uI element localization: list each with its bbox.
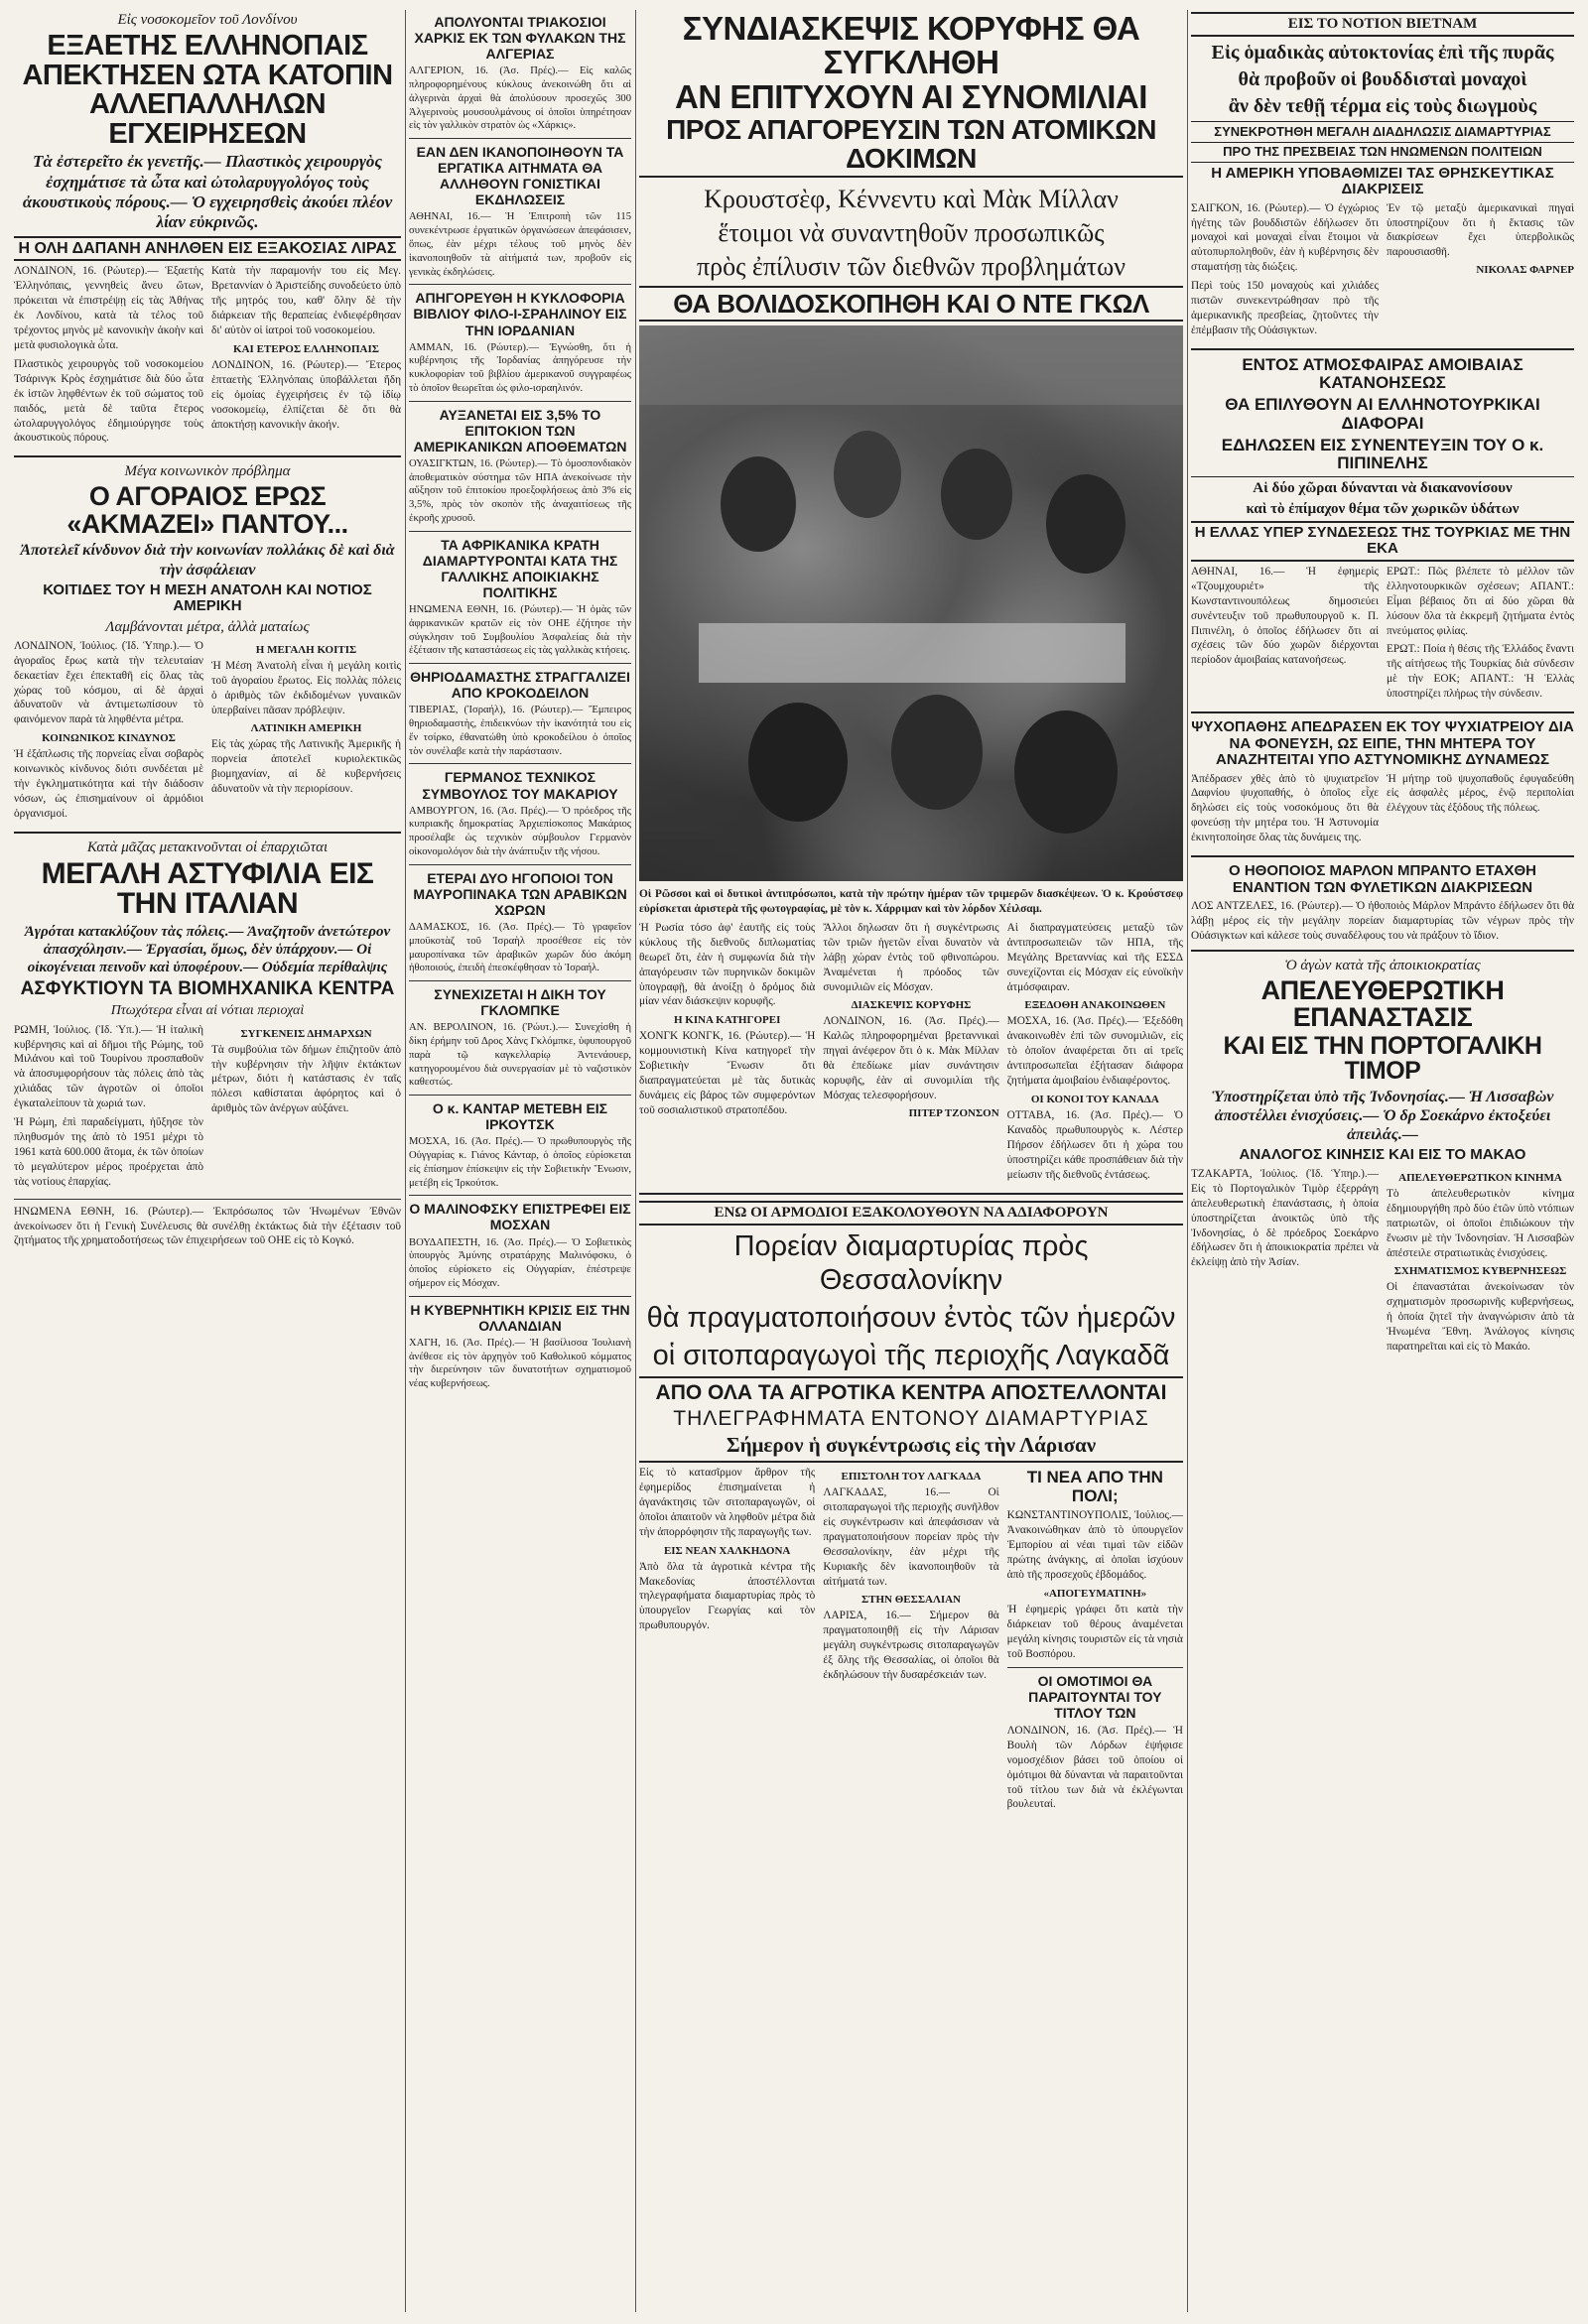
subhead-banner: ΑΝΑΛΟΓΟΣ ΚΙΝΗΣΙΣ ΚΑΙ ΕΙΣ ΤΟ ΜΑΚΑΟ (1239, 1146, 1526, 1164)
article-lagkadas-farmers (639, 1201, 1183, 1817)
headline: ΤΙ ΝΕΑ ΑΠΟ ΤΗΝ ΠΟΛΙ; (1026, 1468, 1163, 1505)
headline: ΕΝΤΟΣ ΑΤΜΟΣΦΑΙΡΑΣ ΑΜΟΙΒΑΙΑΣ ΚΑΤΑΝΟΗΣΕΩΣ (1242, 354, 1523, 393)
deck: ΤΗΛΕΓΡΑΦΗΜΑΤΑ ΕΝΤΟΝΟΥ ΔΙΑΜΑΡΤΥΡΙΑΣ (673, 1406, 1149, 1430)
paragraph: Ἐν τῷ μεταξὺ ἀμερικανικαὶ πηγαὶ ὑποστηρίζουν ὅτι ἡ ἔκτασις τῶν διακρίσεων ἔχει ὑπερβολικῶς παρουσιασθῆ. (1387, 201, 1574, 259)
headline: ΘΑ ΕΠΙΛΥΘΟΥΝ ΑΙ ΕΛΛΗΝΟΤΟΥΡΚΙΚΑΙ ΔΙΑΦΟΡΑΙ (1225, 395, 1540, 433)
article-timor-revolution (1191, 958, 1574, 1358)
paragraph: Ἡ ἐξάπλωσις τῆς πορνείας εἶναι σοβαρὸς κοινωνικὸς κίνδυνος διότι συνδέεται μὲ τὴν ἐγκληματικότητα καὶ τὴν διάδοσιν νόσων, ὡς ἐπισημαίνουν οἱ ἁρμόδιοι ὀργανισμοί. (14, 748, 203, 820)
paragraph: ΣΑΙΓΚΟΝ, 16. (Ρώυτερ).— Ὁ ἐγχώριος ἡγέτης τῶν βουδδιστῶν ἐδήλωσεν ὅτι μοναχοὶ καὶ μοναχαὶ εἶναι ἕτοιμοι νὰ αὐτοπυρποληθοῦν, ἐὰν ἡ κυβέρνησις δὲν σταματήσῃ τὰς διώξεις. (1191, 201, 1379, 274)
paragraph: Ἡ Μέση Ἀνατολὴ εἶναι ἡ μεγάλη κοιτὶς τοῦ ἀγοραίου ἔρωτος. Εἰς πολλὰς πόλεις ὁ ἀριθμὸς τῶν ἐκδιδομένων γυναικῶν ὑπερβαίνει πᾶσαν πρόβλεψιν. (211, 659, 401, 716)
brief-text: ΗΝΩΜΕΝΑ ΕΘΝΗ, 16. (Ρώυτερ).— Ἡ ὁμὰς τῶν ἀφρικανικῶν κρατῶν εἰς τὸν ΟΗΕ ἐζήτησε τὴν σύγκλησιν τοῦ Συμβουλίου Ἀσφαλείας διὰ τὴν ἐξέτασιν τῆς καταστάσεως εἰς τὰς γαλλικὰς κτήσεις. (409, 604, 631, 657)
brief-headline: ΣΥΝΕΧΙΖΕΤΑΙ Η ΔΙΚΗ ΤΟΥ ΓΚΛΟΜΠΚΕ (434, 986, 606, 1019)
headline: ΑΠΕΛΕΥΘΕΡΩΤΙΚΗ ΕΠΑΝΑΣΤΑΣΙΣ (1260, 974, 1505, 1033)
paragraph: ΛΑΡΙΣΑ, 16.— Σήμερον θὰ πραγματοποιηθῇ εἰς τὴν Λάρισαν μεγάλη συγκέντρωσις σιτοπαραγωγῶν ἐξ ὅλης τῆς Θεσσαλίας, οἱ ὁποῖοι θὰ ἐκδηλώσουν τὴν δυσαρέσκειάν των. (823, 1610, 999, 1682)
left-column (14, 10, 401, 2312)
lead-headline-3: ΠΡΟΣ ΑΠΑΓΟΡΕΥΣΙΝ ΤΩΝ ΑΤΟΜΙΚΩΝ ΔΟΚΙΜΩΝ (639, 116, 1183, 178)
deck: Πτωχότερα εἶναι αἱ νότιαι περιοχαὶ (110, 1002, 305, 1018)
paragraph: Κατὰ τὴν παραμονήν του εἰς Μεγ. Βρεταννίαν ὁ Ἀριστείδης συνοδεύετο ὑπὸ τῆς μητρός του, καθ' ὅλην δὲ τὴν διάρκειαν τῆς θεραπείας ἐνδιεφέρθησαν δι' αὐτὸν οἱ ἰατροὶ τοῦ νοσοκομείου. (211, 265, 401, 337)
paragraph: ΛΟΝΔΙΝΟΝ, 16. (Ρώυτερ).— Ἕτερος ἑπταετὴς Ἑλληνόπαις ὑποβάλλεται ἤδη εἰς ὁμοίας ἐγχειρήσεις ἐν τῷ ἰδίῳ νοσοκομείῳ, ἐλπίζεται δὲ ὅτι θὰ ἀποκτήσῃ κανονικὴν ἀκοήν. (211, 359, 401, 431)
headline: Ο ΗΘΟΠΟΙΟΣ ΜΑΡΛΟΝ ΜΠΡΑΝΤΟ ΕΤΑΧΘΗ ΕΝΑΝΤΙΟΝ ΤΩΝ ΦΥΛΕΤΙΚΩΝ ΔΙΑΚΡΙΣΕΩΝ (1229, 862, 1536, 896)
brief-headline: Η ΚΥΒΕΡΝΗΤΙΚΗ ΚΡΙΣΙΣ ΕΙΣ ΤΗΝ ΟΛΛΑΝΔΙΑΝ (410, 1301, 630, 1334)
paragraph: Αἱ διαπραγματεύσεις μεταξὺ τῶν ἀντιπροσωπειῶν τῶν ΗΠΑ, τῆς Μεγάλης Βρεταννίας καὶ τῆς ΕΣΣΔ συνεχίζονται εἰς Μόσχαν εἰς εὐνοϊκὴν ἀτμόσφαιραν. (1006, 921, 1183, 993)
section-heading: ΚΟΙΝΩΝΙΚΟΣ ΚΙΝΔΥΝΟΣ (42, 732, 176, 745)
headline: ΟΙ ΟΜΟΤΙΜΟΙ ΘΑ ΠΑΡΑΙΤΟΥΝΤΑΙ ΤΟΥ ΤΙΤΛΟΥ ΤΩΝ (1028, 1672, 1162, 1721)
article-greek-turkish-relations (1191, 356, 1574, 706)
paragraph: Ἡ μήτηρ τοῦ ψυχοπαθοῦς ἐφυγαδεύθη εἰς ἀσφαλὲς μέρος, ἐνῷ περιπολίαι ἐλέγχουν τὰς ἐξόδους τῆς πόλεως. (1387, 772, 1574, 815)
section-heading: ΕΠΙΣΤΟΛΗ ΤΟΥ ΛΑΓΚΑΔΑ (841, 1471, 982, 1484)
kicker: ΕΙΣ ΤΟ ΝΟΤΙΟΝ ΒΙΕΤΝΑΜ (1191, 12, 1574, 37)
kicker: Μέγα κοινωνικὸν πρόβλημα (124, 463, 291, 480)
brief-headline: ΑΠΟΛΥΟΝΤΑΙ ΤΡΙΑΚΟΣΙΟΙ ΧΑΡΚΙΣ ΕΚ ΤΩΝ ΦΥΛΑΚΩΝ ΤΗΣ ΑΛΓΕΡΙΑΣ (414, 14, 626, 63)
section-heading: «ΑΠΟΓΕΥΜΑΤΙΝΗ» (1043, 1588, 1147, 1601)
kicker: ΕΝΩ ΟΙ ΑΡΜΟΔΙΟΙ ΕΞΑΚΟΛΟΥΘΟΥΝ ΝΑ ΑΔΙΑΦΟΡΟΥΝ (639, 1201, 1183, 1226)
paragraph: ΛΟΝΔΙΝΟΝ, 16. (Ρώυτερ).— Ἑξαετὴς Ἑλληνόπαις, γεννηθεὶς ἄνευ ὤτων, πρόκειται νὰ ἐπιστρέψῃ εἰς τὰς Ἀθήνας ἐκ Λονδίνου, κατὰ τὰ τέλος τοῦ τρέχοντος μηνὸς μὲ κανονικὴν ἀκοὴν καὶ μετὰ φυσιολογικὰ ὦτα. (14, 265, 203, 351)
paragraph: ΕΡΩΤ.: Πῶς βλέπετε τὸ μέλλον τῶν ἑλληνοτουρκικῶν σχέσεων; ΑΠΑΝΤ.: Εἶμαι βέβαιος ὅτι αἱ δύο χῶραι θὰ λύσουν ὅλα τὰ ἐκκρεμῆ ζητήματα ἐντὸς πνεύματος φιλίας. (1387, 565, 1574, 637)
section-heading: ΣΧΗΜΑΤΙΣΜΟΣ ΚΥΒΕΡΝΗΣΕΩΣ (1393, 1265, 1567, 1278)
brief-text: ΜΟΣΧΑ, 16. (Ἀσ. Πρές).— Ὁ πρωθυπουργὸς τῆς Οὑγγαρίας κ. Γιάνος Κάνταρ, ὁ ὁποῖος εὑρίσκεται εἰς ἐπίσημον ἐπίσκεψιν εἰς τὴν Σοβιετικὴν Ἕνωσιν, μετέβη εἰς Ἰρκούτσκ. (409, 1136, 631, 1189)
lead-deck-3: πρὸς ἐπίλυσιν τῶν διεθνῶν προβλημάτων (697, 252, 1125, 282)
brief-text: ΟΥΑΣΙΓΚΤΩΝ, 16. (Ρώυτερ).— Τὸ ὁμοσπονδιακὸν ἀποθεματικὸν σύστημα τῶν ΗΠΑ ἀνεκοίνωσε τὴν αὔξησιν τοῦ ἐπιτοκίου προεξοφλήσεως ἀπὸ 3% εἰς 3,5%, πρὸς τὸν σκοπὸν τῆς ἀναχαιτίσεως τῆς ἐκροῆς χρυσοῦ. (409, 457, 631, 524)
brief-headline: ΕΑΝ ΔΕΝ ΙΚΑΝΟΠΟΙΗΘΟΥΝ ΤΑ ΕΡΓΑΤΙΚΑ ΑΙΤΗΜΑΤΑ ΘΑ ΑΛΛΗΘΟΥΝ ΓΟΝΙΣΤΙΚΑΙ ΕΚΔΗΛΩΣΕΙΣ (416, 144, 624, 208)
deck: Τὰ ἐστερεῖτο ἐκ γενετῆς.— Πλαστικὸς χειρουργὸς ἐσχημάτισε τὰ ὦτα καὶ ὠτολαρυγγολόγος τοὺς ἀκουστικοὺς πόρους.— Ὁ εγχειρησθεὶς ἀκούει πλέον λίαν εὐκρινῶς. (22, 152, 393, 232)
section-heading: ΣΥΓΚΕΝΕΙΣ ΔΗΜΑΡΧΩΝ (240, 1027, 372, 1040)
paragraph: Ἡ ἐφημερὶς γράφει ὅτι κατὰ τὴν διάρκειαν τοῦ θέρους ἀναμένεται μεγάλη κίνησις τουριστῶν εἰς τὰ νησιὰ τοῦ Βοσπόρου. (1006, 1604, 1183, 1660)
brief-headline: Ο ΜΑΛΙΝΟΦΣΚΥ ΕΠΙΣΤΡΕΦΕΙ ΕΙΣ ΜΟΣΧΑΝ (409, 1201, 631, 1233)
headline: Πορείαν διαμαρτυρίας πρὸς Θεσσαλονίκην (733, 1229, 1089, 1297)
article-greek-boy-ears (14, 12, 401, 450)
paragraph: Ἡ Ρωσία τόσο ἀφ' ἑαυτῆς εἰς τοὺς κύκλους τῆς διεθνοῦς διπλωματίας θεωρεῖ ὅτι, ἐὰν ἡ συμφωνία διὰ τὴν ἀπαγόρευσιν τῶν πυρηνικῶν δοκιμῶν ὑπογραφῇ, θὰ ἀνοίξῃ ὁ δρόμος διὰ μίαν νέαν διάσκεψιν κορυφῆς. (639, 921, 816, 1008)
section-heading: ΑΠΕΛΕΥΘΕΡΩΤΙΚΟΝ ΚΙΝΗΜΑ (1398, 1171, 1562, 1184)
section-heading: ΔΙΑΣΚΕΨΙΣ ΚΟΡΥΦΗΣ (851, 999, 972, 1012)
headline: θὰ πραγματοποιήσουν ἐντὸς τῶν ἡμερῶν (646, 1302, 1176, 1335)
lead-deck-1: Κρουστσὲφ, Κέννεντυ καὶ Μὰκ Μίλλαν (704, 185, 1119, 214)
kicker: Ὁ ἀγὼν κατὰ τῆς ἀποικιοκρατίας (1284, 957, 1481, 973)
right-column (1191, 10, 1574, 2312)
paragraph: ΛΟΝΔΙΝΟΝ, Ἰούλιος. (Ἰδ. Ὑπηρ.).— Ὁ ἀγοραῖος ἔρως κατὰ τὴν τελευταίαν δεκαετίαν ἔχει ἐπεκταθῆ εἰς ὅλας τὰς χώρας τοῦ κόσμου, αἱ δὲ ἀρχαὶ ἀδυνατοῦν νὰ ἀντιμετωπίσουν τὸ φαινόμενον παρὰ τὰ ληφθέντα μέτρα. (14, 639, 203, 726)
brief-text: ΑΜΜΑΝ, 16. (Ρώυτερ).— Ἐγνώσθη, ὅτι ἡ κυβέρνησις τῆς Ἰορδανίας ἀπηγόρευσε τὴν κυκλοφορίαν τοῦ βιβλίου ἀμερικανοῦ συγγραφέως τὸ ὁποῖον θεωρεῖται ὡς φιλο-ισραηλινόν. (409, 341, 631, 394)
paragraph: Εἰς τὸ κατασῖρμον ἄρθρον τῆς ἐφημερίδος ἐπισημαίνεται ἡ ἀγανάκτησις τῶν σιτοπαραγωγῶν, οἱ ὁποῖοι ἀπαιτοῦν νὰ ληφθοῦν μέτρα διὰ τὴν ἀπορρόφησιν τῆς παραγωγῆς των. (639, 1467, 816, 1538)
subhead-banner: Η ΑΜΕΡΙΚΗ ΥΠΟΒΑΘΜΙΖΕΙ ΤΑΣ ΘΡΗΣΚΕΥΤΙΚΑΣ ΔΙΑΚΡΙΣΕΙΣ (1211, 164, 1554, 198)
brief-text: ΑΛΓΕΡΙΟΝ, 16. (Ἀσ. Πρές).— Εἰς καλῶς πληροφορημένους κύκλους ἀνεκοινώθη ὅτι αἱ ἀλγερινὰι ἀρχαὶ θὰ ἀπολύσουν προσεχῶς 300 Ἀλγερινοὺς μουσουλμάνους οἱ ὁποῖοι ὑπηρέτησαν εἰς τὸν γαλλικὸν στρατὸν ὡς «Χάρκις». (409, 65, 631, 132)
deck: Σήμερον ἡ συγκέντρωσις εἰς τὴν Λάρισαν (639, 1433, 1183, 1463)
paragraph: Ἀπέδρασεν χθὲς ἀπὸ τὸ ψυχιατρεῖον Δαφνίου ψυχοπαθής, ὁ ὁποῖος εἶχε δηλώσει εἰς τοὺς νοσοκόμους ὅτι θὰ φονεύσῃ τὴν μητέρα του. Ἡ Ἀστυνομία ἐκινητοποίησε ὅλας τὰς δυνάμεις της. (1191, 772, 1379, 844)
subhead-banner: Η ΕΛΛΑΣ ΥΠΕΡ ΣΥΝΔΕΣΕΩΣ ΤΗΣ ΤΟΥΡΚΙΑΣ ΜΕ ΤΗΝ ΕΚΑ (1191, 521, 1574, 562)
paragraph: Ἄλλοι δηλωσαν ὅτι ἡ συγκέντρωσις τῶν τριῶν ἡγετῶν εἶναι δυνατὸν νὰ λάβῃ χώραν ἐντὸς τοῦ φθινοπώρου. Ἀναμένεται ἡ πρόοδος τῶν συνομιλιῶν εἰς Μόσχαν. (823, 921, 999, 993)
center-column (639, 10, 1183, 2312)
paragraph: ΤΖΑΚΑΡΤΑ, Ἰούλιος. (Ἰδ. Ὑπηρ.).— Εἰς τὸ Πορτογαλικὸν Τιμὸρ ἐξερράγη ἀπελευθερωτικὴ ἐπανάστασις, ἡ ὁποία ὑποστηρίζεται ἀνοικτῶς ὑπὸ τῆς Ἰνδονησίας, ὁ δὲ πρόεδρος Σοεκάρνο ἐδήλωσεν ὅτι ἡ ἀποικιοκρατία πρέπει νὰ ἐκλείψῃ ἀπὸ τὴν Ἀσίαν. (1191, 1167, 1379, 1269)
paragraph: ΛΟΣ ΑΝΤΖΕΛΕΣ, 16. (Ρώυτερ).— Ὁ ἠθοποιὸς Μάρλον Μπράντο ἐδήλωσεν ὅτι θὰ λάβῃ μέρος εἰς τὴν μεγάλην πορείαν διαμαρτυρίας τῶν νέγρων πρὸς τὴν Οὐάσιγκτων καὶ κάλεσε τοὺς συναδέλφους του νὰ πράξουν τὸ ἴδιον. (1191, 900, 1574, 942)
paragraph: ΟΤΤΑΒΑ, 16. (Ἀσ. Πρές).— Ὁ Καναδὸς πρωθυπουργὸς κ. Λέστερ Πήρσον ἐδήλωσεν ὅτι ἡ χώρα του ὑποστηρίζει κάθε προσπάθειαν διὰ τὴν μείωσιν τῆς διεθνοῦς ἐντάσεως. (1006, 1109, 1183, 1181)
article-psychopath-escape (1191, 719, 1574, 849)
paragraph: ΛΟΝΔΙΝΟΝ, 16. (Ἀσ. Πρές).— Ἡ Βουλὴ τῶν Λόρδων ἐψήφισε νομοσχέδιον βάσει τοῦ ὁποίου οἱ ὁμότιμοι θὰ δύνανται νὰ παραιτοῦνται τοῦ τίτλου των διὰ νὰ ἐκλέγωνται βουλευταί. (1006, 1724, 1183, 1811)
brief-text: ΒΟΥΔΑΠΕΣΤΗ, 16. (Ἀσ. Πρές).— Ὁ Σοβιετικὸς ὑπουργὸς Ἀμύνης στρατάρχης Μαλινόφσκυ, ὁ ὁποῖος εὑρίσκετο εἰς Οὑγγαρίαν, ἐπέστρεψε σήμερον εἰς Μόσχαν. (409, 1236, 631, 1289)
brief-text: ΔΑΜΑΣΚΟΣ, 16. (Ἀσ. Πρές).— Τὸ γραφεῖον μποϋκοτὰζ τοῦ Ἰσραὴλ προσέθεσε εἰς τὸν μαυροπίνακα τῶν ἀραβικῶν χωρῶν δύο ἀκόμη ἠθοποιούς, ἐπειδὴ ἐπεσκέφθησαν τὸ Ἰσραήλ. (409, 921, 631, 974)
deck: ΠΡΟ ΤΗΣ ΠΡΕΣΒΕΙΑΣ ΤΩΝ ΗΝΩΜΕΝΩΝ ΠΟΛΙΤΕΙΩΝ (1191, 142, 1574, 162)
paragraph: ΛΟΝΔΙΝΟΝ, 16. (Ἀσ. Πρές).— Καλῶς πληροφορημέναι βρεταννικαὶ πηγαὶ ἀνέφερον ὅτι ὁ κ. Μὰκ Μίλλαν θὰ ἐπεδίωκε μίαν συνάντησιν κορυφῆς, ἐὰν αἱ συνομιλίαι τῆς Μόσχας τελεσφορήσουν. (823, 1015, 999, 1102)
lead-deck-2: ἕτοιμοι νὰ συναντηθοῦν προσωπικῶς (718, 218, 1105, 248)
brief-headline: ΕΤΕΡΑΙ ΔΥΟ ΗΓΟΠΟΙΟΙ ΤΟΝ ΜΑΥΡΟΠΙΝΑΚΑ ΤΩΝ ΑΡΑΒΙΚΩΝ ΧΩΡΩΝ (413, 869, 627, 918)
deck: ΣΥΝΕΚΡΟΤΗΘΗ ΜΕΓΑΛΗ ΔΙΑΔΗΛΩΣΙΣ ΔΙΑΜΑΡΤΥΡΙΑΣ (1191, 121, 1574, 139)
paragraph: ΜΟΣΧΑ, 16. (Ἀσ. Πρές).— Ἐξεδόθη ἀνακοινωθὲν ἐπὶ τῶν συνομιλιῶν, εἰς τὸ ὁποῖον ἀναφέρεται ὅτι αἱ τρεῖς ἀντιπροσωπεῖαι ἐξήτασαν διάφορα ζητήματα ἀμοιβαίου ἐνδιαφέροντος. (1006, 1015, 1183, 1088)
deck: Αἱ δύο χῶραι δύνανται νὰ διακανονίσουν (1191, 476, 1574, 497)
brief-text: ΤΙΒΕΡΙΑΣ, (Ἰσραήλ), 16. (Ρώυτερ).— Ἔμπειρος θηριοδαμαστὴς, ἐπιδεικνύων τὴν ἱκανότητά του εἰς ἔν τσίρκο, ἐθανατώθη ὑπὸ κροκοδείλου ὁ ὁποῖος τὸν συνέλαβε κατὰ τὴν παράστασιν. (409, 705, 631, 757)
headline: ΕΔΗΛΩΣΕΝ ΕΙΣ ΣΥΝΕΝΤΕΥΞΙΝ ΤΟΥ Ο κ. ΠΙΠΙΝΕΛΗΣ (1221, 435, 1544, 473)
deck: Ἀποτελεῖ κίνδυνον διὰ τὴν κοινωνίαν πολλάκις δὲ καὶ διὰ τὴν ἀσφάλειαν (20, 542, 395, 579)
paragraph: Πλαστικὸς χειρουργὸς τοῦ νοσοκομείου Τσάρινγκ Κρὸς ἐσχημάτισε διὰ δύο ὦτα ἐκ ἱστῶν ληφθέντων ἐκ τοῦ σώματος τοῦ παιδός, μετὰ δὲ ταῦτα ἕτερος ὠτολαρυγγολόγος ἐδημιούργησε τοὺς ἀκουστικοὺς πόρους. (14, 357, 203, 445)
headline: ἂν δὲν τεθῇ τέρμα εἰς τοὺς διωγμοὺς (1228, 95, 1537, 117)
brief-headline: ΘΗΡΙΟΔΑΜΑΣΤΗΣ ΣΤΡΑΓΓΑΛΙΖΕΙ ΑΠΟ ΚΡΟΚΟΔΕΙΛΟΝ (410, 669, 630, 702)
kicker: Εἰς νοσοκομεῖον τοῦ Λονδίνου (117, 12, 298, 28)
paragraph: Οἱ ἐπαναστάται ἀνεκοίνωσαν τὸν σχηματισμὸν προσωρινῆς κυβερνήσεως, ἡ ὁποία ζητεῖ τὴν ἀναγνώρισιν ἀπὸ τὰ Ἡνωμένα Ἔθνη. Ἀνάλογος κίνησις παρατηρεῖται καὶ εἰς τὸ Μακάο. (1387, 1281, 1574, 1354)
deck: ΑΠΟ ΟΛΑ ΤΑ ΑΓΡΟΤΙΚΑ ΚΕΝΤΡΑ ΑΠΟΣΤΕΛΛΟΝΤΑΙ (639, 1376, 1183, 1404)
paragraph: Τὸ ἀπελευθερωτικὸν κίνημα ἐδημιουργήθη πρὸ δύο ἐτῶν ὑπὸ ντόπιων πατριωτῶν, οἱ ὁποῖοι ἐπιδιώκουν τὴν ἕνωσιν μὲ τὴν Ἰνδονησίαν. Ἡ Λισσαβὼν ἀπέστειλε στρατιωτικὰς ἐνισχύσεις. (1387, 1187, 1574, 1259)
paragraph: ΚΩΝΣΤΑΝΤΙΝΟΥΠΟΛΙΣ, Ἰούλιος.— Ἀνακοινώθηκαν ἀπὸ τὸ ὑπουργεῖον Ἐμπορίου αἱ νέαι τιμαὶ τῶν εἰδῶν πρώτης ἀνάγκης, αἱ ὁποῖαι ἰσχύουν ἀπὸ τῆς προσεχοῦς ἑβδομάδος. (1006, 1509, 1183, 1582)
headline: ΨΥΧΟΠΑΘΗΣ ΑΠΕΔΡΑΣΕΝ ΕΚ ΤΟΥ ΨΥΧΙΑΤΡΕΙΟΥ ΔΙΑ ΝΑ ΦΟΝΕΥΣΗ, ΩΣ ΕΙΠΕ, ΤΗΝ ΜΗΤΕΡΑ ΤΟΥ ΑΝΑΖΗΤΕΙΤΑΙ ΥΠΟ ΑΣΤΥΝΟΜΙΚΗΣ ΔΥΝΑΜΕΩΣ (1191, 718, 1574, 769)
deck: καὶ τὸ ἐπίμαχον θέμα τῶν χωρικῶν ὑδάτων (1246, 500, 1520, 517)
article-vietnam-buddhists (1191, 12, 1574, 342)
paragraph: ΡΩΜΗ, Ἰούλιος. (Ἰδ. Ὑπ.).— Ἡ ἰταλικὴ κυβέρνησις καὶ αἱ δῆμοι τῆς Ρώμης, τοῦ Μιλάνου καὶ τοῦ Τουρίνου προσπαθοῦν νὰ ἀποσυμφορήσουν τὰς πόλεις ἀπὸ τὰς χιλιάδας τῶν ἀγροτῶν οἱ ὁποῖοι ἐγκαταλείπουν τὰ χωριά των. (14, 1023, 203, 1110)
section-heading: Η ΜΕΓΑΛΗ ΚΟΙΤΙΣ (255, 643, 357, 656)
headline: οἱ σιτοπαραγωγοὶ τῆς περιοχῆς Λαγκαδᾶ (652, 1339, 1170, 1371)
section-heading: ΚΑΙ ΕΤΕΡΟΣ ΕΛΛΗΝΟΠΑΙΣ (233, 343, 379, 355)
subhead-banner: ΑΣΦΥΚΤΙΟΥΝ ΤΑ ΒΙΟΜΗΧΑΝΙΚΑ ΚΕΝΤΡΑ (20, 977, 395, 999)
paragraph: Ἀπὸ ὅλα τὰ ἀγροτικὰ κέντρα τῆς Μακεδονίας ἀποστέλλονται τηλεγραφήματα διαμαρτυρίας πρὸς τὸ ὑπουργεῖον Γεωργίας καὶ τὸν πρωθυπουργόν. (639, 1560, 816, 1632)
paragraph: Εἰς τὰς χώρας τῆς Λατινικῆς Ἀμερικῆς ἡ πορνεία ἀποτελεῖ κυριολεκτικῶς βιομηχανίαν, αἱ δὲ κυβερνήσεις ἀδυνατοῦν νὰ τὴν περιορίσουν. (211, 738, 401, 796)
byline: ΠΙΤΕΡ ΤΖΟΝΣΟΝ (908, 1106, 999, 1119)
section-heading: ΟΙ ΚΟΝΟΙ ΤΟΥ ΚΑΝΑΔΑ (1030, 1094, 1159, 1106)
brief-headline: ΑΥΞΑΝΕΤΑΙ ΕΙΣ 3,5% ΤΟ ΕΠΙΤΟΚΙΟΝ ΤΩΝ ΑΜΕΡΙΚΑΝΙΚΩΝ ΑΠΟΘΕΜΑΤΩΝ (413, 406, 627, 454)
brief-text: ΑΘΗΝΑΙ, 16.— Ἡ Ἐπιτροπὴ τῶν 115 συνεκέντρωσε ἐργατικῶν ὀργανώσεων ἀπεφάσισεν, ὅπως, ἐὰν μέχρι τέλους τοῦ μηνὸς δὲν ἱκανοποιηθοῦν τὰ αἰτήματά των, προβοῦν εἰς γενικὰς ἐκδηλώσεις. (409, 211, 631, 278)
deck: Ἀγρόται κατακλύζουν τὰς πόλεις.— Ἀναζητοῦν ἀνετώτερον ἀπασχόλησιν.— Ἐργασίαι, ὅμως, δὲν ὑπάρχουν.— Οἱ οἰκογένειαι πεινοῦν καὶ ὑποφέρουν.— Οὐδεμία περίθαλψις (24, 923, 391, 975)
headline: ΜΕΓΑΛΗ ΑΣΤΥΦΙΛΙΑ ΕΙΣ ΤΗΝ ΙΤΑΛΙΑΝ (41, 856, 374, 921)
section-heading: ΕΙΣ ΝΕΑΝ ΧΑΛΚΗΔΟΝΑ (663, 1544, 791, 1557)
brief-text: ΑΜΒΟΥΡΓΟΝ, 16. (Ἀσ. Πρές).— Ὁ πρόεδρος τῆς κυπριακῆς δημοκρατίας Ἀρχιεπίσκοπος Μακάριος προσέλαβε ὡς τεχνικὸν σύμβουλον Γερμανὸν οἰκονομολόγον διὰ τὴν ἀνάπτυξιν τῆς νήσου. (409, 805, 631, 857)
brief-text: ΑΝ. ΒΕΡΟΛΙΝΟΝ, 16. (Ῥώυτ.).— Συνεχίσθη ἡ δίκη ἐρήμην τοῦ Δρος Χὰνς Γκλόμπκε, ὑφυπουργοῦ παρὰ τῷ καγκελλαρίῳ Ἀντενάουερ, κατηγορουμένου διὰ συνεργασίαν μὲ τὸ ναζιστικὸν καθεστώς. (409, 1022, 631, 1089)
paragraph: ΧΟΝΓΚ ΚΟΝΓΚ, 16. (Ρώυτερ).— Ἡ κομμουνιστικὴ Κίνα κατηγορεῖ τὴν Σοβιετικὴν Ἕνωσιν ὅτι διαπραγματεύεται μὲ τὰς δυτικὰς δυνάμεις εἰς βάρος τῶν συμφερόντων τοῦ σοσιαλιστικοῦ στρατοπέδου. (639, 1030, 816, 1116)
lead-headline-1: ΣΥΝΔΙΑΣΚΕΨΙΣ ΚΟΡΥΦΗΣ ΘΑ ΣΥΓΚΛΗΘΗ (682, 10, 1140, 80)
headline: Ο ΑΓΟΡΑΙΟΣ ΕΡΩΣ «ΑΚΜΑΖΕΙ» ΠΑΝΤΟΥ... (66, 481, 348, 539)
section-heading: Η ΚΙΝΑ ΚΑΤΗΓΟΡΕΙ (673, 1014, 781, 1027)
brief-text: ΧΑΓΗ, 16. (Ἀσ. Πρές).— Ἡ βασίλισσα Ἰουλιανὴ ἀνέθεσε εἰς τὸν ἀρχηγὸν τοῦ Καθολικοῦ κόμματος τὴν διερεύνησιν τῶν δυνατοτήτων σχηματισμοῦ νέας κυβερνήσεως. (409, 1337, 631, 1390)
headline: Εἰς ὁμαδικὰς αὐτοκτονίας ἐπὶ τῆς πυρᾶς (1211, 42, 1554, 64)
brief-headline: Ο κ. ΚΑΝΤΑΡ ΜΕΤΕΒΗ ΕΙΣ ΙΡΚΟΥΤΣΚ (432, 1100, 608, 1133)
subhead-banner: Η ΟΛΗ ΔΑΠΑΝΗ ΑΝΗΛΘΕΝ ΕΙΣ ΕΞΑΚΟΣΙΑΣ ΛΙΡΑΣ (14, 236, 401, 262)
deck: Λαμβάνονται μέτρα, ἀλλὰ ματαίως (105, 618, 310, 635)
section-heading: ΣΤΗΝ ΘΕΣΣΑΛΙΑΝ (860, 1594, 962, 1607)
paragraph: ΗΝΩΜΕΝΑ ΕΘΝΗ, 16. (Ρώυτερ).— Ἐκπρόσωπος τῶν Ἡνωμένων Ἐθνῶν ἀνεκοίνωσεν ὅτι ἡ Γενικὴ Συνέλευσις θὰ συνέλθῃ ἐκτάκτως διὰ τὴν ἐξέτασιν τοῦ ζητήματος τῆς χρηματοδοτήσεως τῶν ἐπιχειρήσεων τοῦ ΟΗΕ εἰς τὸ Κογκό. (14, 1205, 401, 1247)
brief-headline: ΓΕΡΜΑΝΟΣ ΤΕΧΝΙΚΟΣ ΣΥΜΒΟΥΛΟΣ ΤΟΥ ΜΑΚΑΡΙΟΥ (422, 769, 618, 802)
lead-headline-2: ΑΝ ΕΠΙΤΥΧΟΥΝ ΑΙ ΣΥΝΟΜΙΛΙΑΙ (675, 78, 1147, 116)
kicker: Κατὰ μᾶζας μετακινοῦνται οἱ ἐπαρχιῶται (86, 839, 329, 855)
brief-headline: ΑΠΗΓΟΡΕΥΘΗ Η ΚΥΚΛΟΦΟΡΙΑ ΒΙΒΛΙΟΥ ΦΙΛΟ-Ι-ΣΡΑΗΛΙΝΟΥ ΕΙΣ ΤΗΝ ΙΟΡΔΑΝΙΑΝ (413, 290, 627, 338)
newspaper-page (14, 10, 1574, 2312)
subhead-banner: ΚΟΙΤΙΔΕΣ ΤΟΥ Η ΜΕΣΗ ΑΝΑΤΟΛΗ ΚΑΙ ΝΟΤΙΟΣ ΑΜΕΡΙΚΗ (43, 581, 372, 615)
headline: θὰ προβοῦν οἱ βουδδισταὶ μοναχοὶ (1238, 68, 1527, 90)
byline: ΝΙΚΟΛΑΣ ΦΑΡΝΕΡ (1476, 264, 1574, 277)
paragraph: ΛΑΓΚΑΔΑΣ, 16.— Οἱ σιτοπαραγωγοὶ τῆς περιοχῆς συνῆλθον εἰς συγκέντρωσιν καὶ ἀπεφάσισαν νὰ πραγματοποιήσουν πορείαν πρὸς τὴν Θεσσαλονίκην, ἐὰν μέχρι τῆς Κυριακῆς δὲν ἱκανοποιηθοῦν τὰ αἰτήματά των. (823, 1486, 999, 1588)
photo-conference-meeting (639, 325, 1183, 881)
deck: Ὑποστηρίζεται ὑπὸ τῆς Ἰνδονησίας.— Ἡ Λισσαβὼν ἀποστέλλει ἐνισχύσεις.— Ὁ δρ Σοεκάρνο ἐκτοξεύει ἀπειλάς.— (1211, 1088, 1554, 1144)
article-prostitution (14, 463, 401, 825)
article-marlon-brando (1191, 863, 1574, 944)
paragraph: Περὶ τοὺς 150 μοναχοὺς καὶ χιλιάδες πιστῶν συνεκεντρώθησαν πρὸ τῆς ἀμερικανικῆς πρεσβείας, ζητοῦντες τὴν ἐπέμβασιν τῆς Οὐάσιγκτων. (1191, 280, 1379, 336)
paragraph: ΕΡΩΤ.: Ποία ἡ θέσις τῆς Ἑλλάδος ἔναντι τῆς αἰτήσεως τῆς Τουρκίας διὰ σύνδεσιν μὲ τὴν ΕΟΚ; ΑΠΑΝΤ.: Ἡ Ἑλλὰς ὑποστηρίζει πλήρως τὴν σύνδεσιν. (1387, 643, 1574, 701)
article-italy-urbanization (14, 839, 401, 1249)
paragraph: ΑΘΗΝΑΙ, 16.— Ἡ ἐφημερὶς «Τζουμχουριέτ» τῆς Κωνσταντινουπόλεως δημοσιεύει συνέντευξιν τοῦ πρωθυπουργοῦ κ. Π. Πιπινέλη, ὁ ὁποῖος ἐδήλωσεν ὅτι αἱ σχέσεις τῶν δύο χωρῶν διέρχονται περίοδον ἀμοιβαίας κατανοήσεως. (1191, 565, 1379, 667)
section-heading: ΕΞΕΔΟΘΗ ΑΝΑΚΟΙΝΩΘΕΝ (1024, 999, 1166, 1012)
headline: ΚΑΙ ΕΙΣ ΤΗΝ ΠΟΡΤΟΓΑΛΙΚΗ ΤΙΜΟΡ (1223, 1031, 1542, 1086)
lead-subhead: ΘΑ ΒΟΛΙΔΟΣΚΟΠΗΘΗ ΚΑΙ Ο ΝΤΕ ΓΚΩΛ (639, 286, 1183, 323)
brief-headline: ΤΑ ΑΦΡΙΚΑΝΙΚΑ ΚΡΑΤΗ ΔΙΑΜΑΡΤΥΡΟΝΤΑΙ ΚΑΤΑ ΤΗΣ ΓΑΛΛΙΚΗΣ ΑΠΟΙΚΙΑΚΗΣ ΠΟΛΙΤΙΚΗΣ (422, 536, 618, 601)
photo-caption: Οἱ Ρῶσσοι καὶ οἱ δυτικοὶ ἀντιπρόσωποι, κατὰ τὴν πρώτην ἡμέραν τῶν τριμερῶν διασκέψεων. Ὁ κ. Κρούστσεφ εὑρίσκεται ἀριστερὰ τῆς φωτογραφίας, μὲ τὸν κ. Χάρριμαν καὶ τὸν λόρδον Χέιλσαμ. (639, 888, 1183, 916)
lead-story (639, 12, 1183, 1187)
briefs-column (409, 10, 631, 2312)
headline: ΕΞΑΕΤΗΣ ΕΛΛΗΝΟΠΑΙΣ ΑΠΕΚΤΗΣΕΝ ΩΤΑ ΚΑΤΟΠΙΝ ΑΛΛΕΠΑΛΛΗΛΩΝ ΕΓΧΕΙΡΗΣΕΩΝ (22, 30, 393, 150)
paragraph: Ἡ Ρώμη, ἐπὶ παραδείγματι, ἠὔξησε τὸν πληθυσμόν της ἀπὸ τὸ 1951 μέχρι τὸ 1961 κατὰ 600.000 ἄτομα, ἐκ τῶν ὁποίων τὸ μεγαλύτερον μέρος προέρχεται ἀπὸ τὰς νοτίους ἐπαρχίας. (14, 1116, 203, 1188)
paragraph: Τὰ συμβούλια τῶν δήμων ἐπιζητοῦν ἀπὸ τὴν κυβέρνησιν τὴν λῆψιν ἐκτάκτων μέτρων, διότι ἡ κατάστασις ἐν ταῖς πόλεσι καθίσταται ἀφόρητος καὶ ὁ ἀριθμὸς τῶν ἀνέργων αὐξάνει. (211, 1043, 401, 1115)
section-heading: ΛΑΤΙΝΙΚΗ ΑΜΕΡΙΚΗ (250, 722, 362, 735)
